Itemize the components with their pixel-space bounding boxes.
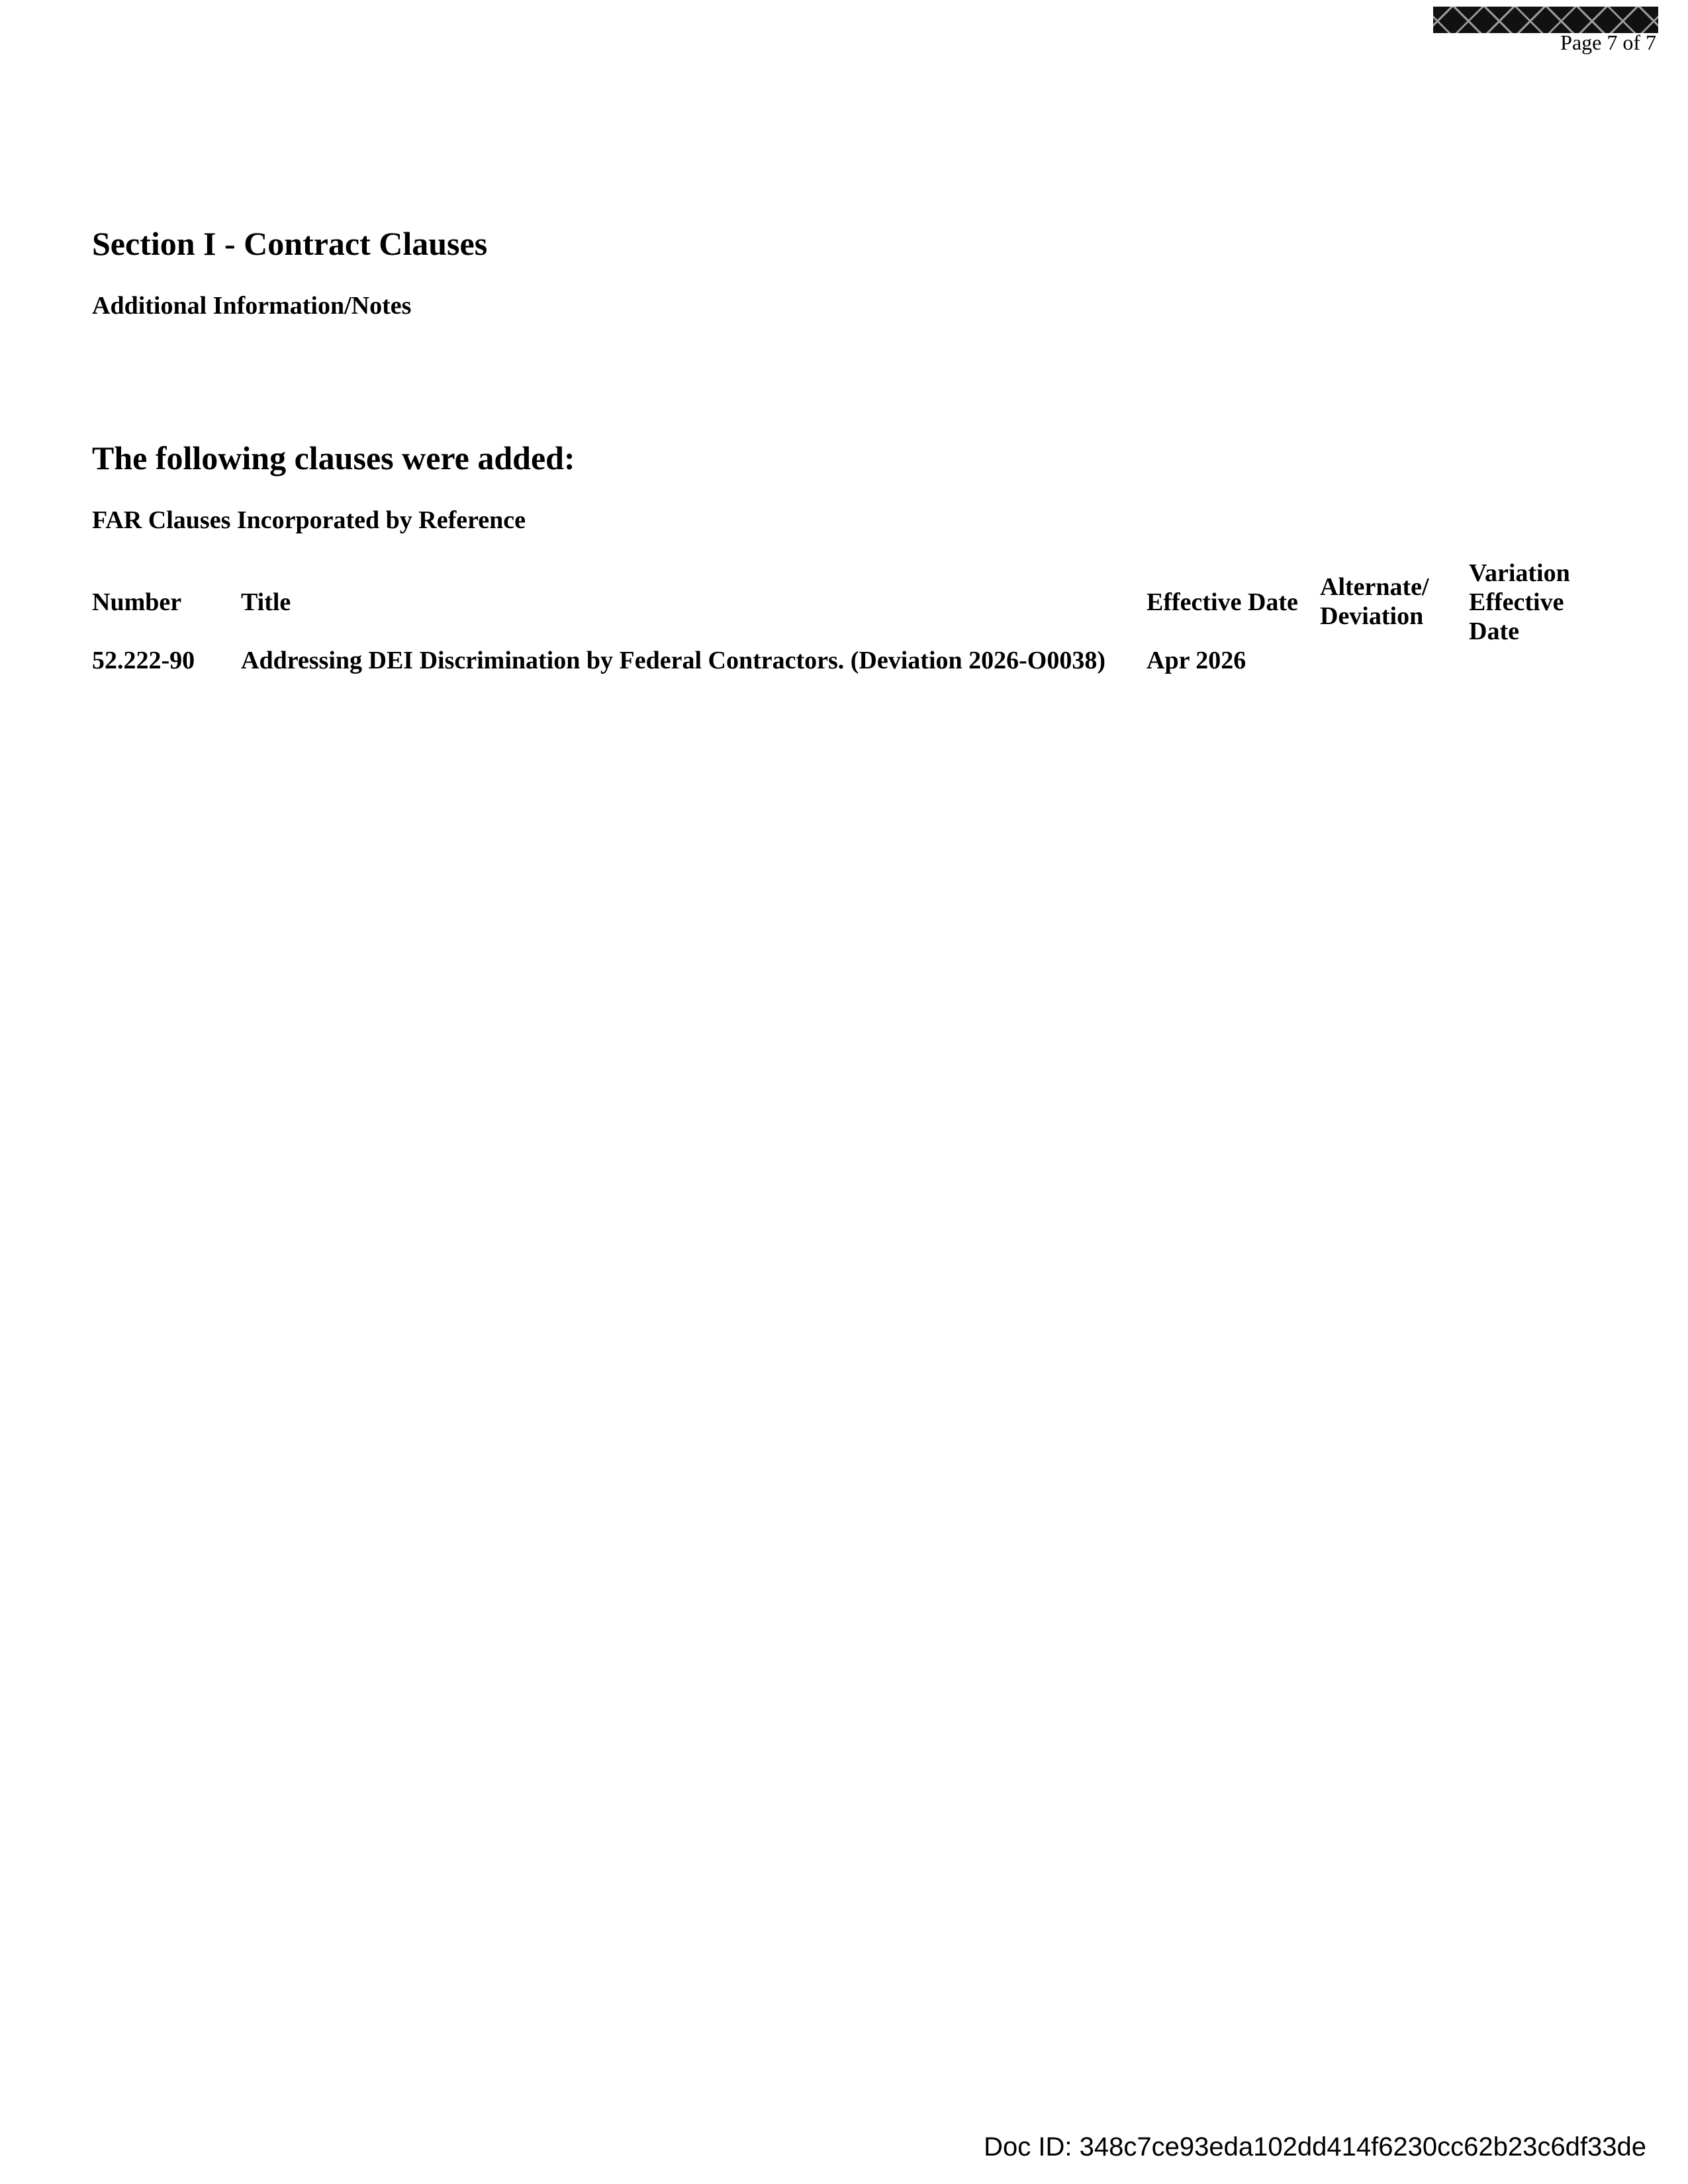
column-header-number: Number bbox=[92, 588, 182, 616]
clauses-table bbox=[92, 561, 1615, 680]
clause-number: 52.222-90 bbox=[92, 647, 195, 674]
column-header-variation-effective-date: Variation Effective Date bbox=[1469, 559, 1570, 645]
section-title: Section I - Contract Clauses bbox=[92, 225, 488, 262]
clause-effective-date: Apr 2026 bbox=[1147, 647, 1246, 674]
clause-title: Addressing DEI Discrimination by Federal Contractors. (Deviation 2026-O0038) bbox=[241, 647, 1106, 674]
notes-heading: Additional Information/Notes bbox=[92, 292, 412, 320]
clauses-added-heading: The following clauses were added: bbox=[92, 439, 575, 477]
column-header-effective-date: Effective Date bbox=[1147, 588, 1298, 616]
column-header-alternate-deviation: Alternate/ Deviation bbox=[1320, 573, 1429, 630]
column-header-title: Title bbox=[241, 588, 291, 616]
page-number: Page 7 of 7 bbox=[1560, 30, 1656, 54]
redaction-bar bbox=[1433, 7, 1658, 33]
far-clauses-heading: FAR Clauses Incorporated by Reference bbox=[92, 506, 526, 534]
doc-id: Doc ID: 348c7ce93eda102dd414f6230cc62b23c6df33de bbox=[984, 2132, 1646, 2161]
